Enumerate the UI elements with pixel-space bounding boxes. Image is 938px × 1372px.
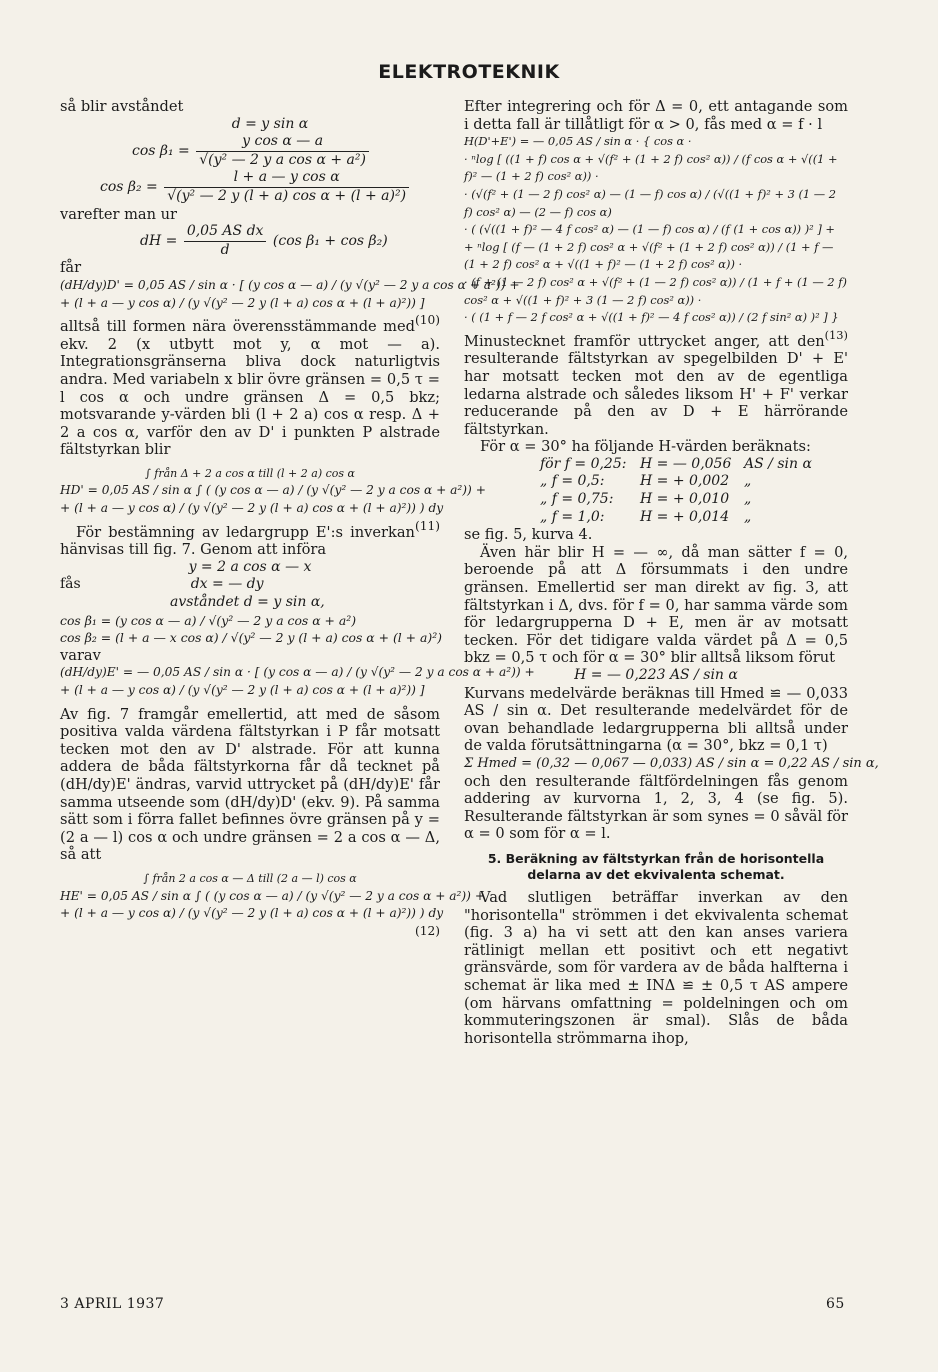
right-paragraph-5: Även här blir H = — ∞, då man sätter f = 0, beroende på att Δ försummats i den undre gränsen. Emellertid ser man direkt av fig. 3, att fältstyrkan i Δ, dvs. för f = 0, har samma värde som för ledargrupperna D + E, men är av motsatt tecken. För det tidigare valda värdet på Δ = 0,5 bkz = 0,5 τ och för α = 30° blir alltså liksom förut	[464, 543, 848, 667]
page-title: ELEKTROTEKNIK	[378, 61, 560, 83]
right-paragraph-1: Efter integrering och för Δ = 0, ett antagande som i detta fall är tillåtligt för α > 0, fås med α = f · l	[464, 98, 848, 133]
eq-10-line1: (dH/dy)D' = 0,05 AS / sin α · [ (y cos α — a) / (y √(y² — 2 y a cos α + a²)) +	[60, 277, 520, 292]
eq-13-line7: · ( (1 + f — 2 f cos² α + √((1 + f)² — 4 f cos² α)) / (2 f sin² α) )² ] } (13)	[464, 309, 848, 327]
eq-y-substitution: y = 2 a cos α — x	[188, 558, 312, 575]
left-varav: varav	[60, 646, 101, 664]
right-column	[464, 98, 879, 1047]
eq-11-limits: ∫ från Δ + 2 a cos α till (l + 2 a) cos α	[145, 466, 355, 480]
footer-page-number: 65	[826, 1296, 845, 1312]
eq-12-limits: ∫ från 2 a cos α — Δ till (2 a — l) cos α	[143, 871, 357, 885]
left-far: får	[60, 259, 82, 277]
eq-cos-beta2: cos β₂ = $\frac{\text{l + a — y cos α}}{\text{√(y² — 2 y (l + a) cos α + (l + a)²)}}$	[60, 169, 440, 205]
eq-12-line2: + (l + a — y cos α) / (y √(y² — 2 y (l + a) cos α + (l + a)²)) ) dy (12)	[60, 905, 440, 923]
eq-13-line5: + ⁿlog [ (f — (1 + 2 f) cos² α + √(f² + (1 + 2 f) cos² α)) / (1 + f — (1 + 2 f) cos² α + √((1 + f)² — (1 + 2 f) cos² α)) ·	[464, 239, 834, 272]
right-paragraph-6: Kurvans medelvärde beräknas till Hmed ≌ — 0,033 AS / sin α. Det resulterande medelvärdet för de ovan behandlade ledargrupperna bli alltså under de valda förutsättningarna (α = 30°, bkz = 0,1 τ)	[464, 684, 848, 755]
left-avstandet: avståndet d = y sin α,	[170, 594, 325, 611]
h-value-row: „ f = 0,5: H = + 0,002 „	[540, 473, 752, 490]
left-varefter: varefter man ur	[60, 205, 178, 223]
eq-13-line2: · ⁿlog [ ((1 + f) cos α + √(f² + (1 + 2 f) cos² α)) / (f cos α + √((1 + f)² — (1 + 2 f) cos² α)) ·	[464, 151, 838, 184]
eq-13-line4: · ( (√((1 + f)² — 4 f cos² α) — (1 — f) cos α) / (f (1 + cos α)) )² ] +	[464, 222, 835, 237]
right-paragraph-4: se fig. 5, kurva 4.	[464, 526, 593, 544]
eq-dH: dH = $\frac{\text{0,05 AS dx}}{d}$ (cos β₁ + cos β₂)	[140, 223, 388, 258]
eq-13-line6: · (f + (1 — 2 f) cos² α + √(f² + (1 — 2 f) cos² α)) / (1 + f + (1 — 2 f) cos² α + √((1 + f)² + 3 (1 — 2 f) cos² α)) ·	[464, 274, 847, 307]
eq-10-line2: + (l + a — y cos α) / (y √(y² — 2 y (l + a) cos α + (l + a)²)) ] (10)	[60, 295, 440, 313]
right-paragraph-2: Minustecknet framför uttrycket anger, att den resulterande fältstyrkan av spegelbilden D' + E' har motsatt tecken mot den av de egentliga ledarna alstrade och således liksom H' + F' verkar reducerande på den av D + E härrörande fältstyrkan.	[464, 332, 848, 438]
h-value-row: „ f = 1,0: H = + 0,014 „	[540, 508, 752, 525]
eq-11-number: (11)	[414, 518, 440, 533]
eq-cos-beta2-b: cos β₂ = (l + a — x cos α) / √(y² — 2 y (l + a) cos α + (l + a)²)	[60, 630, 443, 646]
left-paragraph-2: För bestämning av ledargrupp E':s inverkan hänvisas till fig. 7. Genom att införa	[60, 523, 415, 559]
right-paragraph-3: För α = 30° ha följande H-värden beräknats:	[480, 438, 811, 456]
eq-cos-beta1-b: cos β₁ = (y cos α — a) / √(y² — 2 y a cos α + a²)	[60, 612, 357, 628]
eq-E-line1: (dH/dy)E' = — 0,05 AS / sin α · [ (y cos α — a) / (y √(y² — 2 y a cos α + a²)) +	[60, 665, 535, 680]
eq-11-line2: + (l + a — y cos α) / (y √(y² — 2 y (l + a) cos α + (l + a)²)) ) dy (11)	[60, 500, 440, 518]
right-paragraph-7: och den resulterande fältfördelningen fås genom addering av kurvorna 1, 2, 3, 4 (se fig. 5). Resulterande fältstyrkan är som synes = 0 såväl för α = 0 som för α = l.	[464, 772, 848, 843]
footer-date: 3 APRIL 1937	[60, 1296, 165, 1312]
left-intro: så blir avståndet	[60, 98, 184, 115]
h-value-row: „ f = 0,75: H = + 0,010 „	[540, 491, 752, 508]
left-paragraph-3: Av fig. 7 framgår emellertid, att med de såsom positiva valda värdena fältstyrkan i P får motsatt tecken mot den av D' alstrade. För att kunna addera de båda fältstyrkorna får då tecknet på (dH/dy)E' ändras, varvid uttrycket på (dH/dy)E' får samma utseende som (dH/dy)D' (ekv. 9). På samma sätt som i förra fallet befinnes övre gränsen på y = (2 a — l) cos α och undre gränsen = 2 a cos α — Δ, så att	[60, 705, 440, 864]
eq-13-line1: H(D'+E') = — 0,05 AS / sin α · { cos α ·	[464, 134, 692, 149]
left-paragraph-1: alltså till formen nära överensstämmande med ekv. 2 (x utbytt mot y, α mot — a). Integrationsgränserna bliva dock naturligtvis andra. Med variabeln x blir övre gränsen = 0,5 τ = l cos α och undre gränsen Δ = 0,5 bkz; motsvarande y-värden bli (l + 2 a) cos α resp. Δ + 2 a cos α, varför den av D' i punkten P alstrade fältstyrkan blir	[60, 318, 440, 459]
eq-H-0223: H = — 0,223 AS / sin α	[574, 667, 738, 683]
eq-12-number: (12)	[414, 923, 440, 938]
eq-sum-Hmed: Σ Hmed = (0,32 — 0,067 — 0,033) AS / sin α = 0,22 AS / sin α,	[464, 755, 879, 771]
right-paragraph-8: Vad slutligen beträffar inverkan av den "horisontella" strömmen i det ekvivalenta schemat (fig. 3 a) ha vi sett att den kan anses variera rätlinigt mellan ett positivt och ett negativt gränsvärde, som för vardera av de båda halfterna i schemat är lika med ± INΔ ≌ ± 0,5 τ AS ampere (om härvans omfattning = poldelningen och om kommuteringszonen är smal). Slås de båda horisontella strömmarna ihop,	[464, 888, 848, 1047]
h-values-table	[464, 456, 848, 526]
eq-E-line2: + (l + a — y cos α) / (y √(y² — 2 y (l + a) cos α + (l + a)²)) ]	[60, 683, 425, 697]
eq-13-line3: · (√(f² + (1 — 2 f) cos² α) — (1 — f) cos α) / (√((1 + f)² + 3 (1 — 2 f) cos² α) — (2 — f) cos α)	[464, 186, 837, 219]
eq-10-number: (10)	[414, 313, 440, 328]
eq-12-line1: HE' = 0,05 AS / sin α ∫ ( (y cos α — a) / (y √(y² — 2 y a cos α + a²)) +	[60, 888, 486, 903]
h-value-row: för f = 0,25: H = — 0,056 AS / sin α	[540, 455, 812, 472]
eq-13-number: (13)	[824, 327, 848, 342]
section-5-heading: 5. Beräkning av fältstyrkan från de horisontella delarna av det ekvivalenta schemat.	[487, 850, 825, 882]
eq-11-line1: HD' = 0,05 AS / sin α ∫ ( (y cos α — a) / (y √(y² — 2 y a cos α + a²)) +	[60, 483, 486, 498]
eq-cos-beta1: cos β₁ = $\frac{\text{y cos α — a}}{\text{√(y² — 2 y a cos α + a²)}}$	[60, 133, 440, 169]
eq-dx: fås dx = — dy	[60, 576, 264, 593]
eq-d: d = y sin α	[231, 115, 309, 132]
